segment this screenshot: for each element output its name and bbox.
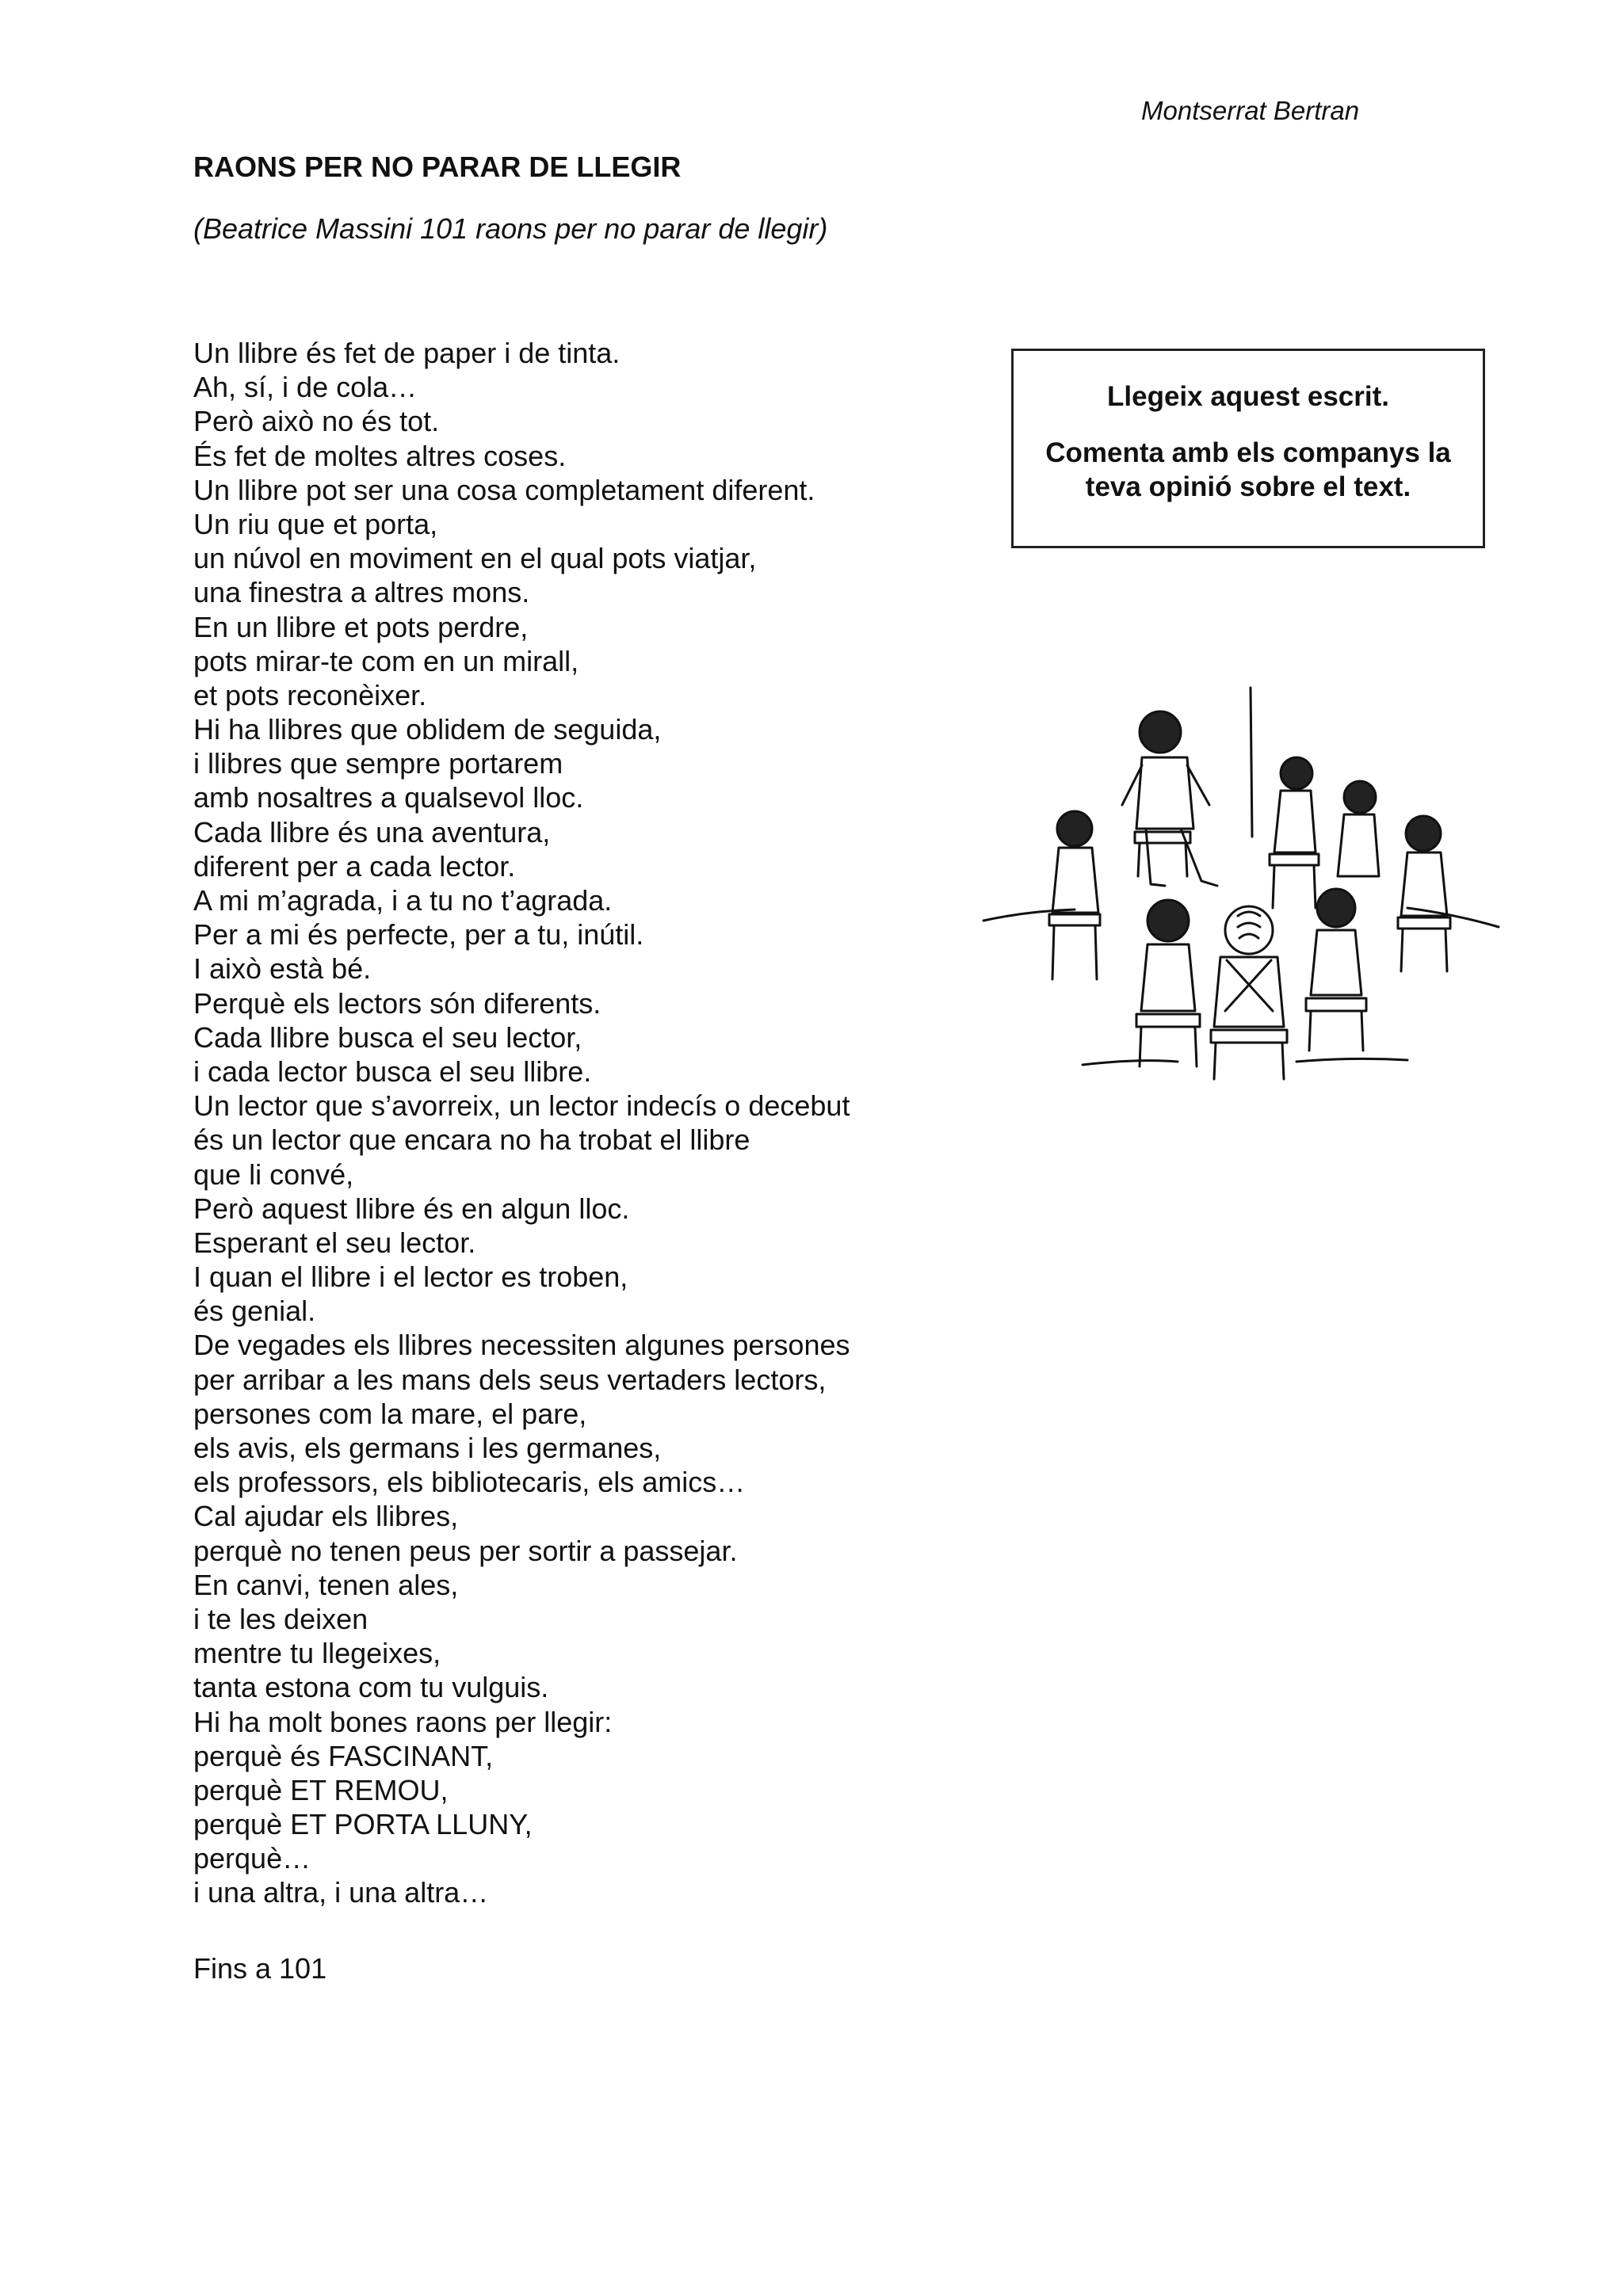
poem-line: per arribar a les mans dels seus vertaders lectors, <box>193 1363 827 1396</box>
poem-line: En canvi, tenen ales, <box>193 1568 459 1601</box>
poem-line: Hi ha llibres que oblidem de seguida, <box>193 713 662 746</box>
poem-line: tanta estona com tu vulguis. <box>193 1671 549 1704</box>
poem-line: els avis, els germans i les germanes, <box>193 1432 662 1464</box>
poem-line: Cal ajudar els llibres, <box>193 1500 459 1533</box>
poem-line: Ah, sí, i de cola… <box>193 371 418 404</box>
poem-line: Un lector que s’avorreix, un lector indecís o decebut <box>193 1089 850 1123</box>
poem-line: I això està bé. <box>193 952 372 986</box>
poem-text <box>193 336 938 1910</box>
poem-line: Per a mi és perfecte, per a tu, inútil. <box>193 918 644 952</box>
poem-line: perquè no tenen peus per sortir a passejar. <box>193 1534 738 1567</box>
poem-line: Cada llibre és una aventura, <box>193 815 551 849</box>
poem-line: Un llibre és fet de paper i de tinta. <box>193 337 621 369</box>
poem-line: i una altra, i una altra… <box>193 1876 489 1909</box>
poem-line: una finestra a altres mons. <box>193 576 530 609</box>
poem-line: I quan el llibre i el lector es troben, <box>193 1261 628 1294</box>
poem-line: Un riu que et porta, <box>193 507 438 540</box>
poem-line: perquè… <box>193 1842 311 1875</box>
poem-line: Perquè els lectors són diferents. <box>193 986 601 1020</box>
poem-line: i te les deixen <box>193 1602 369 1635</box>
poem-line: mentre tu llegeixes, <box>193 1637 441 1670</box>
poem-line: Cada llibre busca el seu lector, <box>193 1020 582 1054</box>
document-title: RAONS PER NO PARAR DE LLEGIR <box>193 151 682 183</box>
poem-line: un núvol en moviment en el qual pots viatjar, <box>193 542 757 575</box>
poem-line: Però aquest llibre és en algun lloc. <box>193 1192 630 1225</box>
poem-line: és un lector que encara no ha trobat el llibre <box>193 1123 750 1157</box>
reading-circle-illustration <box>980 678 1503 1090</box>
poem-line: diferent per a cada lector. <box>193 849 516 883</box>
poem-line: perquè és FASCINANT, <box>193 1739 494 1772</box>
poem-line: És fet de moltes altres coses. <box>193 439 567 472</box>
poem-line: En un llibre et pots perdre, <box>193 610 529 643</box>
poem-line: Un llibre pot ser una cosa completament diferent. <box>193 473 815 506</box>
poem-line: Hi ha molt bones raons per llegir: <box>193 1705 613 1738</box>
instructions-box <box>1011 349 1485 548</box>
author-name: Montserrat Bertran <box>1141 96 1360 125</box>
poem-line: A mi m’agrada, i a tu no t’agrada. <box>193 884 613 917</box>
poem-line: et pots reconèixer. <box>193 678 427 711</box>
poem-line: i llibres que sempre portarem <box>193 747 563 780</box>
poem-line: que li convé, <box>193 1158 354 1191</box>
poem-line: pots mirar-te com en un mirall, <box>193 644 579 677</box>
poem-line: persones com la mare, el pare, <box>193 1397 587 1430</box>
poem-line: amb nosaltres a qualsevol lloc. <box>193 781 584 814</box>
closing-line: Fins a 101 <box>193 1952 327 1985</box>
instruction-discuss: Comenta amb els companys la teva opinió sobre el text. <box>1045 437 1451 502</box>
poem-line: Esperant el seu lector. <box>193 1226 476 1259</box>
poem-line: De vegades els llibres necessiten algunes persones <box>193 1329 850 1362</box>
poem-line: Però això no és tot. <box>193 405 440 438</box>
poem-line: els professors, els bibliotecaris, els amics… <box>193 1466 746 1499</box>
poem-line: perquè ET REMOU, <box>193 1773 449 1806</box>
poem-line: és genial. <box>193 1295 316 1328</box>
poem-line: i cada lector busca el seu llibre. <box>193 1055 592 1088</box>
instruction-read: Llegeix aquest escrit. <box>1107 381 1389 412</box>
poem-line: perquè ET PORTA LLUNY, <box>193 1808 533 1841</box>
document-subtitle: (Beatrice Massini 101 raons per no parar de llegir) <box>193 212 828 245</box>
